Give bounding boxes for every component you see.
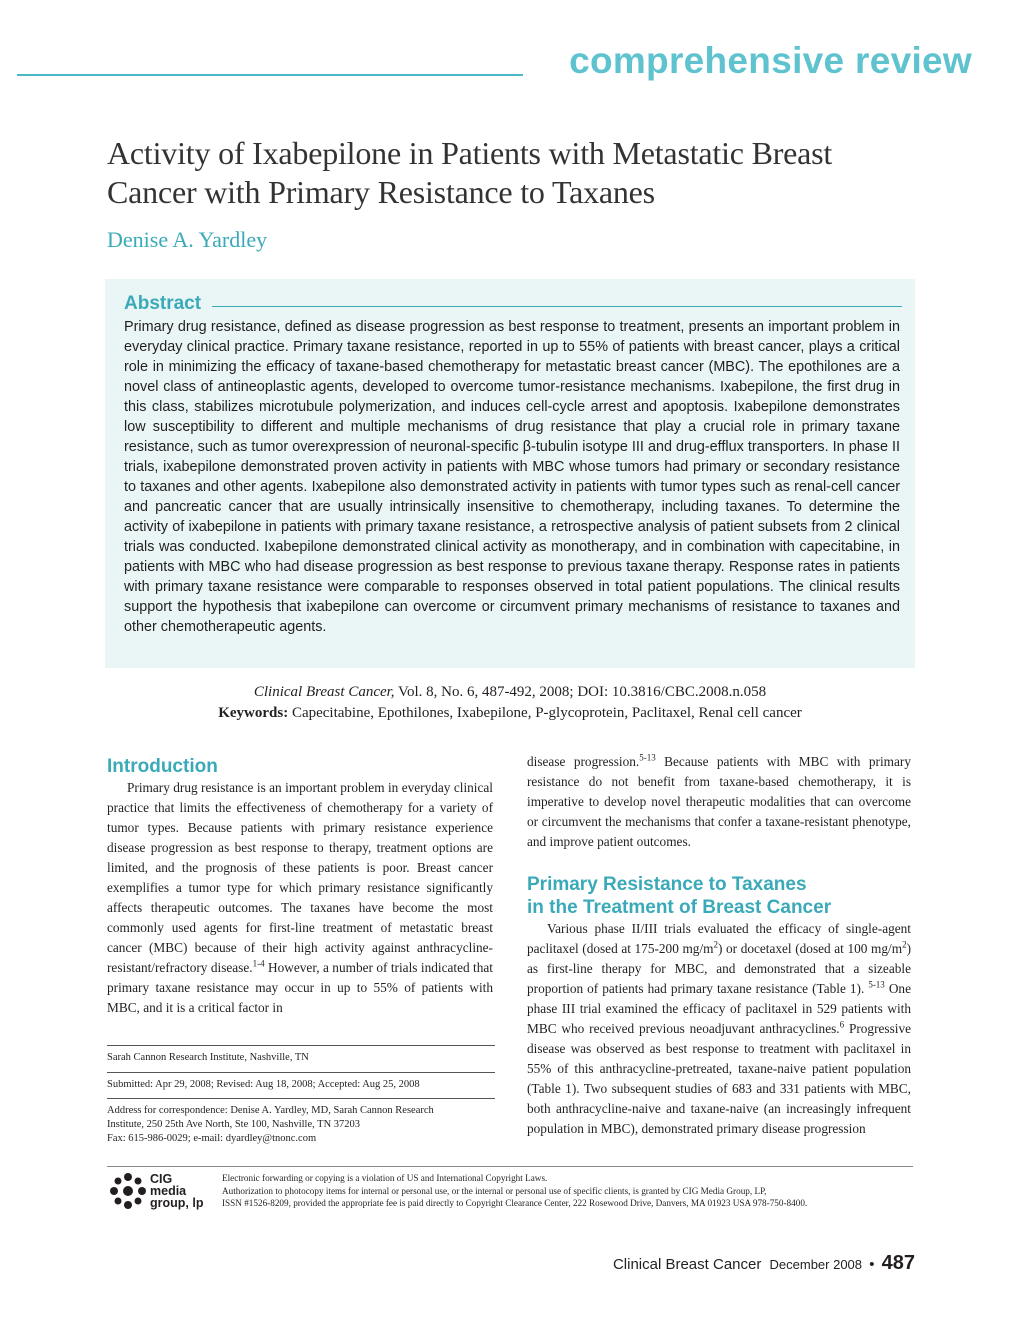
citation-details: Vol. 8, No. 6, 487-492, 2008; DOI: 10.3816/CBC.2008.n.058 [394, 684, 767, 700]
page-footer [613, 1252, 915, 1275]
intro-paragraph: Primary drug resistance is an important problem in everyday clinical practice that limits the effectiveness of chemotherapy for a variety of tumor types. Because patients with primary resistance experience disease progression as best response to therapy, treatment options are limited, and the prognosis of these patients is poor. Breast cancer exemplifies a tumor type for which primary resistance significantly affects therapeutic outcomes. The taxanes have become the most commonly used agents for first-line treatment of metastatic breast cancer (MBC) because of their high activity against anthracycline-resistant/refractory disease.$^{1-4}$ However, a number of trials indicated that primary taxane resistance may occur in up to 55% of patients with MBC, and it is a critical factor in [107, 780, 493, 1015]
footnote-rule [107, 1045, 495, 1046]
cig-logo-icon [107, 1170, 149, 1212]
section-heading-primary-resistance: Primary Resistance to Taxanes in the Treatment of Breast Cancer [527, 874, 832, 918]
keywords-label: Keywords: [218, 705, 289, 721]
reference-superscript: 5-13 [868, 979, 885, 990]
abstract-heading: Abstract [124, 293, 202, 314]
author-name: Denise A. Yardley [107, 227, 268, 252]
page-number: 487 [881, 1252, 915, 1274]
trials-paragraph: Various phase II/III trials evaluated the efficacy of single-agent paclitaxel (dosed at 175-200 $mg/m^2$) or docetaxel (dosed at 100 $mg/m^2$) as first-line therapy for MBC, and demonstrated that a sizeable proportion of patients had primary taxane resistance (Table 1). $^{5-13}$ One phase III trial examined the efficacy of paclitaxel in 529 patients with MBC who received previous neoadjuvant anthracyclines.$^6$ Progressive disease was observed as best response to treatment with paclitaxel in 55% of this anthracycline-pretreated, taxane-naive patient population (Table 1). Two subsequent studies of 683 and 331 patients with MBC, both anthracycline-naive and taxane-naive (an increasingly infrequent population in MBC), demonstrated primary disease progression [527, 921, 911, 1136]
right-column-continuation [527, 752, 911, 852]
header-rule [17, 74, 523, 76]
correspondence-note: Address for correspondence: Denise A. Yardley, MD, Sarah Cannon Research Institute, 250 25th Ave North, Ste 100, Nashville, TN 37203 Fax: 615-986-0029; e-mail: dyardley@tnonc.com [107, 1105, 434, 1144]
citation-block [100, 682, 920, 724]
footer-bullet: • [869, 1256, 875, 1273]
reference-superscript: 5-13 [639, 752, 656, 763]
intro-text [107, 778, 493, 1018]
right-column-text [527, 919, 911, 1139]
citation-line [100, 682, 920, 703]
footnote-rule [107, 1098, 495, 1099]
article-title: Activity of Ixabepilone in Patients with Metastatic Breast Cancer with Primary Resistance to Taxanes [107, 135, 833, 210]
affiliation-note: Sarah Cannon Research Institute, Nashville, TN [107, 1052, 309, 1063]
intro-heading: Introduction [107, 756, 218, 777]
keywords-line [100, 703, 920, 724]
abstract-text: Primary drug resistance, defined as disease progression as best response to treatment, presents an important problem in everyday clinical practice. Primary taxane resistance, reported in up to 55% of patients with breast cancer, plays a critical role in minimizing the efficacy of taxane-based chemotherapy for metastatic breast cancer (MBC). The epothilones are a novel class of antineoplastic agents, developed to overcome tumor-resistance mechanisms. Ixabepilone, the first drug in this class, stabilizes microtubule polymerization, and induces cell-cycle arrest and apoptosis. Ixabepilone demonstrates low susceptibility to different and multiple mechanisms of drug resistance that play a crucial role in primary taxane resistance, such as tumor overexpression of neuronal-specific β-tubulin isotype III and drug-efflux transporters. In phase II trials, ixabepilone demonstrated proven activity in patients with MBC whose tumors had primary or secondary resistance to taxanes and other agents. Ixabepilone also demonstrated activity in patients with tumor types such as renal-cell cancer and pancreatic cancer that are usually intrinsically insensitive to chemotherapy, including taxanes. To determine the activity of ixabepilone in patients with primary taxane resistance, a retrospective analysis of patient subsets from 2 clinical trials was conducted. Ixabepilone demonstrated clinical activity as monotherapy, and in combination with capecitabine, in patients with MBC who had disease progression as best response to previous taxane therapy. Response rates in patients with primary taxane resistance were comparable to responses observed in total patient populations. The clinical results support the hypothesis that ixabepilone can overcome or circumvent primary mechanisms of resistance to taxanes and other chemotherapeutic agents. [124, 319, 900, 635]
abstract-rule [212, 306, 902, 307]
section-label: comprehensive review [569, 40, 972, 81]
footer-date: December 2008 [769, 1257, 863, 1272]
footnote-rule [107, 1072, 495, 1073]
reference-superscript: 1-4 [252, 958, 265, 969]
reference-superscript: 6 [839, 1019, 845, 1030]
continued-paragraph: disease progression.$^{5-13}$ Because patients with MBC with primary resistance do not benefit from taxane-based chemotherapy, it is imperative to develop novel therapeutic modalities that can overcome or circumvent the mechanisms that confer a taxane-resistant phenotype, and improve patient outcomes. [527, 752, 911, 849]
legal-rule [107, 1166, 913, 1167]
publisher-logo-text: CIG media group, lp [150, 1172, 204, 1210]
keywords-text: Capecitabine, Epothilones, Ixabepilone, P-glycoprotein, Paclitaxel, Renal cell cancer [288, 705, 802, 721]
copyright-notice: Electronic forwarding or copying is a violation of US and International Copyright Laws. Authorization to photocopy items for internal or personal use, or the internal or personal use of specific clients, is granted by CIG Media Group, LP, ISSN #1526-8209, provided the appropriate fee is paid directly to Copyright Clearance Center, 222 Rosewood Drive, Danvers, MA 01923 USA 978-750-8400. [222, 1173, 808, 1208]
dates-note: Submitted: Apr 29, 2008; Revised: Aug 18, 2008; Accepted: Aug 25, 2008 [107, 1079, 420, 1090]
journal-name: Clinical Breast Cancer, [253, 684, 395, 700]
footer-journal: Clinical Breast Cancer [612, 1256, 762, 1273]
